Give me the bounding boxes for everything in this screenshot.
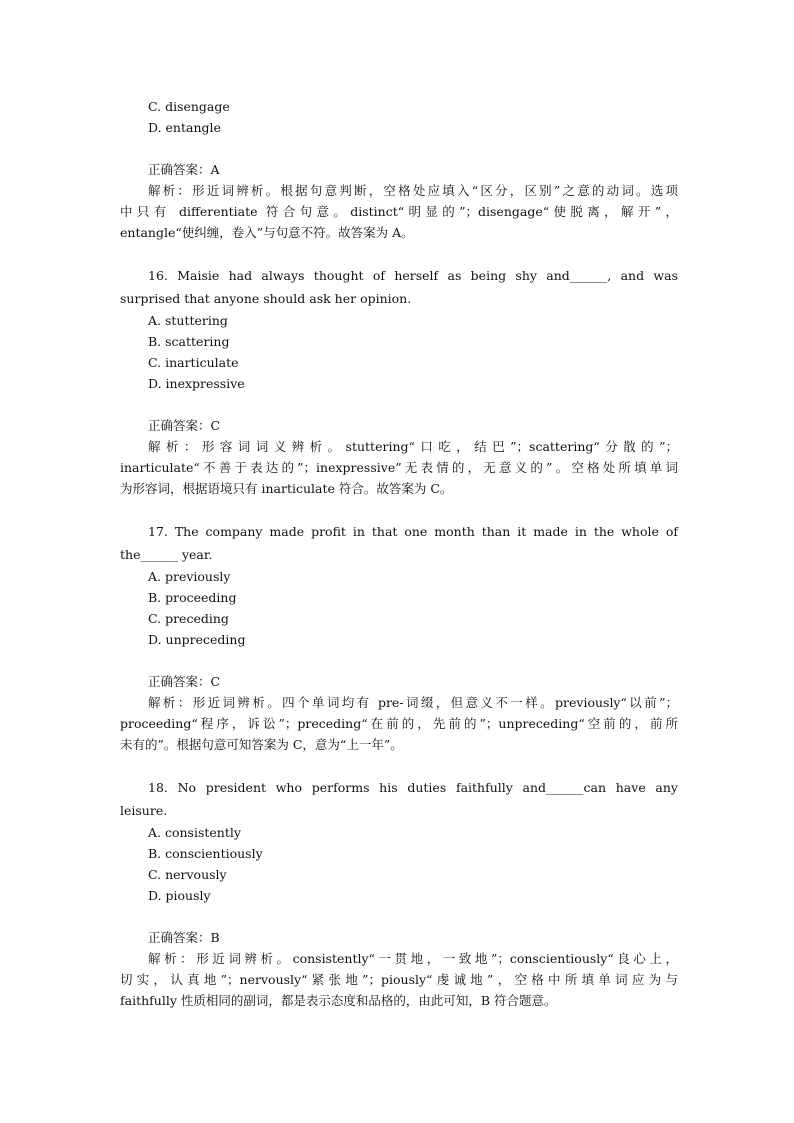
question-stem: 16. Maisie had always thought of herself as being shy and______, and was bbox=[148, 268, 678, 283]
question-stem: 18. No president who performs his duties faithfully and______can have any bbox=[148, 780, 678, 795]
explanation-line: 中只有 differentiate 符合句意。distinct“明显的”；disengage“使脱离，解开”， bbox=[120, 204, 678, 219]
explanation-line: 为形容词，根据语境只有 inarticulate 符合。故答案为 C。 bbox=[120, 481, 453, 496]
explanation-line: 解析：形近词辨析。根据句意判断，空格处应填入“区分，区别”之意的动词。选项 bbox=[148, 183, 678, 198]
option-d: D. unpreceding bbox=[148, 632, 246, 647]
explanation-line: 未有的”。根据句意可知答案为 C，意为“上一年”。 bbox=[120, 737, 403, 752]
question-17 bbox=[120, 520, 678, 755]
option-b: B. scattering bbox=[148, 334, 230, 349]
option-b: B. conscientiously bbox=[148, 846, 263, 861]
correct-answer: 正确答案：A bbox=[148, 162, 220, 177]
document-page bbox=[120, 96, 678, 1011]
question-stem: 17. The company made profit in that one month than it made in the whole of bbox=[148, 524, 678, 539]
explanation-line: 解析：形近词辨析。consistently“一贯地，一致地”；conscientiously“良心上， bbox=[148, 951, 678, 966]
explanation-line: faithfully 性质相同的副词，都是表示态度和品格的，由此可知，B 符合题意。 bbox=[120, 993, 557, 1008]
correct-answer: 正确答案：C bbox=[148, 674, 221, 689]
question-18 bbox=[120, 776, 678, 1011]
option-d: D. inexpressive bbox=[148, 376, 245, 391]
option-a: A. stuttering bbox=[148, 313, 228, 328]
explanation-line: inarticulate“不善于表达的”；inexpressive”无表情的，无意义的”。空格处所填单词 bbox=[120, 460, 678, 475]
option-a: A. consistently bbox=[148, 825, 241, 840]
question-16 bbox=[120, 264, 678, 499]
option-d: D. entangle bbox=[148, 120, 221, 135]
option-c: C. inarticulate bbox=[148, 355, 239, 370]
option-b: B. proceeding bbox=[148, 590, 237, 605]
option-d: D. piously bbox=[148, 888, 211, 903]
question-stem: surprised that anyone should ask her opinion. bbox=[120, 291, 412, 306]
explanation-line: 解析：形容词词义辨析。stuttering“口吃，结巴”；scattering“分散的”； bbox=[148, 439, 678, 454]
prev-question bbox=[120, 96, 678, 243]
question-stem: leisure. bbox=[120, 803, 168, 818]
explanation-line: 解析：形近词辨析。四个单词均有 pre-词缀，但意义不一样。previously“以前”； bbox=[148, 695, 678, 710]
option-c: C. nervously bbox=[148, 867, 227, 882]
correct-answer: 正确答案：B bbox=[148, 930, 220, 945]
question-stem: the______ year. bbox=[120, 547, 213, 562]
option-a: A. previously bbox=[148, 569, 231, 584]
correct-answer: 正确答案：C bbox=[148, 418, 221, 433]
explanation-line: entangle“使纠缠，卷入”与句意不符。故答案为 A。 bbox=[120, 225, 414, 240]
option-c: C. preceding bbox=[148, 611, 229, 626]
option-c: C. disengage bbox=[148, 99, 230, 114]
explanation-line: 切实，认真地”；nervously“紧张地”；piously“虔诚地”，空格中所填单词应为与 bbox=[120, 972, 678, 987]
explanation-line: proceeding“程序，诉讼”；preceding“在前的，先前的”；unpreceding“空前的，前所 bbox=[120, 716, 678, 731]
